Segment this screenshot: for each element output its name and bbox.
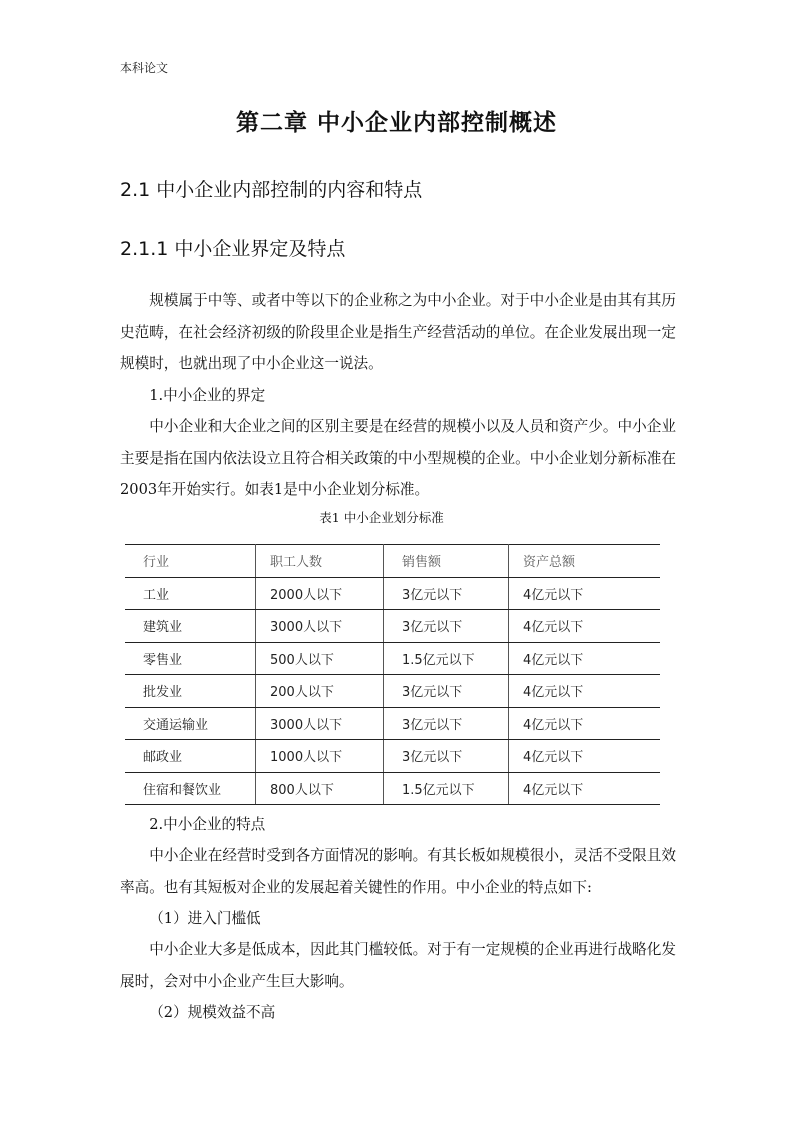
cell-assets: 4亿元以下 <box>509 740 661 773</box>
paragraph-definition: 规模属于中等、或者中等以下的企业称之为中小企业。对于中小企业是由其有其历史范畴，在社会经济初级的阶段里企业是指生产经营活动的单位。在企业发展出现一定规模时，也就出现了中小企业这一说法。 <box>120 292 676 372</box>
cell-industry: 交通运输业 <box>125 707 256 740</box>
cell-industry: 住宿和餐饮业 <box>125 772 256 805</box>
cell-employees: 2000人以下 <box>256 577 384 610</box>
table-row <box>125 707 660 740</box>
cell-assets: 4亿元以下 <box>509 577 661 610</box>
paragraph-characteristics: 中小企业在经营时受到各方面情况的影响。有其长板如规模很小，灵活不受限且效率高。也有其短板对企业的发展起着关键性的作用。中小企业的特点如下: <box>120 847 676 896</box>
cell-sales: 3亿元以下 <box>384 610 509 643</box>
table-row <box>125 675 660 708</box>
cell-sales: 3亿元以下 <box>384 577 509 610</box>
subsection-heading: 2.1.1 中小企业界定及特点 <box>120 238 346 260</box>
subheading-definition: 1.中小企业的界定 <box>149 387 266 404</box>
cell-sales: 3亿元以下 <box>384 707 509 740</box>
cell-employees: 800人以下 <box>256 772 384 805</box>
section-heading: 2.1 中小企业内部控制的内容和特点 <box>120 179 423 201</box>
cell-sales: 1.5亿元以下 <box>384 772 509 805</box>
table-row <box>125 772 660 805</box>
cell-industry: 批发业 <box>125 675 256 708</box>
header-employees: 职工人数 <box>256 545 384 578</box>
cell-employees: 500人以下 <box>256 642 384 675</box>
cell-industry: 邮政业 <box>125 740 256 773</box>
cell-employees: 1000人以下 <box>256 740 384 773</box>
cell-employees: 3000人以下 <box>256 610 384 643</box>
cell-assets: 4亿元以下 <box>509 772 661 805</box>
table-row <box>125 577 660 610</box>
cell-industry: 建筑业 <box>125 610 256 643</box>
table-row <box>125 642 660 675</box>
subheading-characteristics: 2.中小企业的特点 <box>149 816 266 833</box>
cell-assets: 4亿元以下 <box>509 707 661 740</box>
cell-employees: 3000人以下 <box>256 707 384 740</box>
page-header: 本科论文 <box>120 61 169 75</box>
header-assets: 资产总额 <box>509 545 661 578</box>
subheading-low-entry-barrier: （1）进入门槛低 <box>149 910 261 927</box>
cell-industry: 零售业 <box>125 642 256 675</box>
cell-sales: 3亿元以下 <box>384 675 509 708</box>
table-row <box>125 610 660 643</box>
header-industry: 行业 <box>125 545 256 578</box>
classification-table <box>125 544 660 805</box>
subheading-low-scale-efficiency: （2）规模效益不高 <box>149 1004 276 1021</box>
cell-sales: 1.5亿元以下 <box>384 642 509 675</box>
cell-assets: 4亿元以下 <box>509 642 661 675</box>
header-sales: 销售额 <box>384 545 509 578</box>
chapter-title: 第二章 中小企业内部控制概述 <box>235 110 557 136</box>
table-row <box>125 740 660 773</box>
cell-sales: 3亿元以下 <box>384 740 509 773</box>
cell-employees: 200人以下 <box>256 675 384 708</box>
table-caption: 表1 中小企业划分标准 <box>319 510 444 525</box>
paragraph-low-entry-barrier: 中小企业大多是低成本，因此其门槛较低。对于有一定规模的企业再进行战略化发展时，会对中小企业产生巨大影响。 <box>120 941 676 990</box>
table-header-row <box>125 545 660 578</box>
cell-industry: 工业 <box>125 577 256 610</box>
cell-assets: 4亿元以下 <box>509 675 661 708</box>
paragraph-classification: 中小企业和大企业之间的区别主要是在经营的规模小以及人员和资产少。中小企业主要是指在国内依法设立且符合相关政策的中小型规模的企业。中小企业划分新标准在2003年开始实行。如表1是中小企业划分标准。 <box>120 418 676 498</box>
cell-assets: 4亿元以下 <box>509 610 661 643</box>
